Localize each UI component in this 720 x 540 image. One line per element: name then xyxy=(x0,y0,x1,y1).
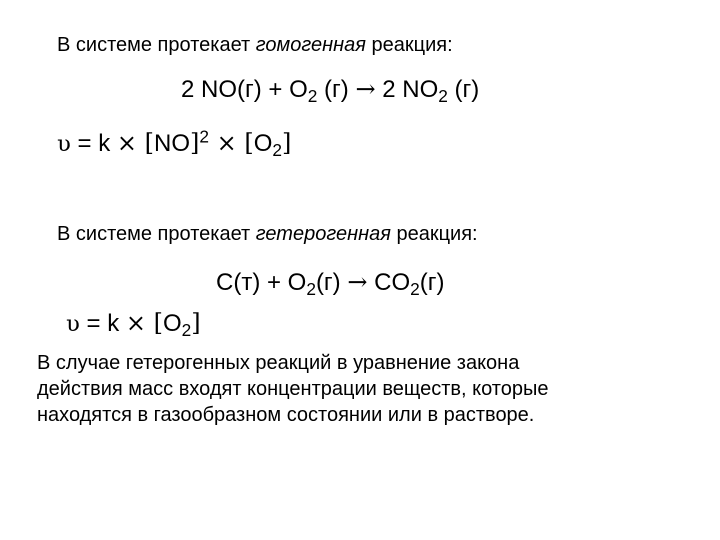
heterogeneous-intro-emphasis: гетерогенная xyxy=(255,223,391,245)
bracket-left: [ xyxy=(137,129,154,157)
conclusion-line: действия масс входят концентрации веществ, которые xyxy=(37,378,549,400)
rate-symbol: υ xyxy=(57,131,71,157)
rate-term: = k xyxy=(79,310,126,337)
heterogeneous-intro-tail: реакция: xyxy=(390,223,478,245)
equation-term: (г) xyxy=(419,269,445,296)
equation-term: (г) xyxy=(447,76,480,103)
rate-symbol: υ xyxy=(66,311,80,337)
equation-subscript: 2 xyxy=(307,85,318,106)
homogeneous-rate-law xyxy=(57,126,292,160)
rate-term: O xyxy=(253,130,273,157)
heterogeneous-rate-law xyxy=(66,309,201,340)
rate-exponent: 2 xyxy=(199,126,209,147)
homogeneous-equation xyxy=(181,75,480,106)
equation-term: C(т) + O xyxy=(216,269,307,296)
conclusion-paragraph xyxy=(37,350,677,428)
conclusion-line: находятся в газообразном состоянии или в растворе. xyxy=(37,404,535,426)
conclusion-line: В случае гетерогенных реакций в уравнение закона xyxy=(37,352,520,374)
equation-subscript: 2 xyxy=(306,278,316,299)
equation-term: (г) xyxy=(317,76,356,103)
equation-subscript: 2 xyxy=(438,85,448,106)
bracket-left: [ xyxy=(244,129,254,157)
times-icon: × xyxy=(116,129,137,157)
bracket-right: ] xyxy=(282,129,292,157)
rate-term: O xyxy=(163,310,182,337)
equation-term: (г) xyxy=(315,269,348,296)
equation-term: 2 NO(г) + O xyxy=(181,76,308,103)
homogeneous-intro-text: В системе протекает xyxy=(57,34,256,56)
bracket-right: ] xyxy=(191,309,201,337)
rate-term: = k xyxy=(70,130,117,157)
equation-term: 2 NO xyxy=(375,76,439,103)
rate-term: NO xyxy=(154,130,190,157)
heterogeneous-equation xyxy=(216,268,445,299)
times-icon: × xyxy=(125,309,146,337)
rate-subscript: 2 xyxy=(181,319,192,340)
homogeneous-intro-tail: реакция: xyxy=(365,34,453,56)
arrow-icon: → xyxy=(355,75,376,103)
bracket-left: [ xyxy=(146,309,163,337)
bracket-right: ] xyxy=(190,129,200,157)
equation-term: CO xyxy=(367,269,411,296)
rate-subscript: 2 xyxy=(272,139,283,160)
homogeneous-intro-emphasis: гомогенная xyxy=(255,34,366,56)
times-icon: × xyxy=(208,129,245,157)
homogeneous-intro xyxy=(57,35,453,55)
heterogeneous-intro xyxy=(57,224,478,244)
heterogeneous-intro-text: В системе протекает xyxy=(57,223,256,245)
arrow-icon: → xyxy=(347,268,368,296)
equation-subscript: 2 xyxy=(410,278,420,299)
